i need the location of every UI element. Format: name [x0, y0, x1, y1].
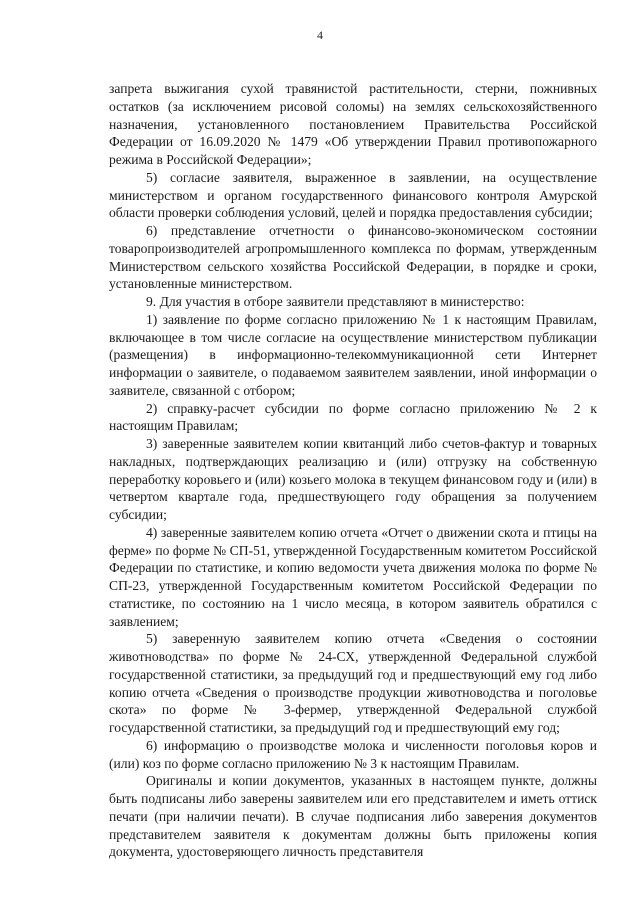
paragraph-item-6: 6) представление отчетности о финансово-экономическом состоянии товаропроизводителей агропромышленного комплекса по формам, утвержденным Министерством сельского хозяйства Российской Федерации, в порядке и сроки, установленные министерством.	[109, 223, 597, 292]
paragraph-originals: Оригиналы и копии документов, указанных в настоящем пункте, должны быть подписаны либо заверены заявителем или его представителем и иметь оттиск печати (при наличии печати). В случае подписания либо заверения документов представителем заявителя к документам должны быть приложены копия документа, удостоверяющего личность представителя	[109, 773, 597, 860]
paragraph-item-5: 5) согласие заявителя, выраженное в заявлении, на осуществление министерством и органом государственного финансового контроля Амурской области проверки соблюдения условий, целей и порядка предоставления субсидии;	[109, 169, 597, 221]
paragraph-doc-6: 6) информацию о производстве молока и численности поголовья коров и (или) коз по форме согласно приложению № 3 к настоящим Правилам.	[109, 737, 597, 771]
document-body	[109, 80, 597, 861]
paragraph-doc-5: 5) заверенную заявителем копию отчета «Сведения о состоянии животноводства» по форме № 24-СХ, утвержденной Федеральной службой государственной статистики, за предыдущий год и предшествующий ему год либо копию отчета «Сведения о производстве продукции животноводства и поголовье скота» по форме № 3-фермер, утвержденной Федеральной службой государственной статистики, за предыдущий год и предшествующий ему год;	[109, 631, 597, 735]
paragraph-doc-2: 2) справку-расчет субсидии по форме согласно приложению № 2 к настоящим Правилам;	[109, 400, 597, 434]
page-number: 4	[317, 28, 323, 42]
paragraph-doc-4: 4) заверенные заявителем копию отчета «Отчет о движении скота и птицы на ферме» по форме № СП-51, утвержденной Государственным комитетом Российской Федерации по статистике, и копию ведомости учета движения молока по форме № СП-23, утвержденной Государственным комитетом Российской Федерации по статистике, по состоянию на 1 число месяца, в котором заявитель обратился с заявлением;	[109, 524, 597, 629]
paragraph-continuation: запрета выжигания сухой травянистой растительности, стерни, пожнивных остатков (за исключением рисовой соломы) на землях сельскохозяйственного назначения, установленного постановлением Правительства Российской Федерации от 16.09.2020 № 1479 «Об утверждении Правил противопожарного режима в Российской Федерации»;	[109, 81, 597, 167]
paragraph-doc-1: 1) заявление по форме согласно приложению № 1 к настоящим Правилам, включающее в том числе согласие на осуществление министерством публикации (размещения) в информационно-телекоммуникационной сети Интернет информации о заявителе, о подаваемом заявителем заявлении, иной информации о заявителе, связанной с отбором;	[109, 311, 597, 398]
paragraph-section-9: 9. Для участия в отборе заявители представляют в министерство:	[146, 294, 525, 309]
paragraph-doc-3: 3) заверенные заявителем копии квитанций либо счетов-фактур и товарных накладных, подтверждающих реализацию и (или) отгрузку на собственную переработку коровьего и (или) козьего молока в текущем финансовом году и (или) в четвертом квартале года, предшествующего году обращения за получением субсидии;	[109, 436, 597, 522]
